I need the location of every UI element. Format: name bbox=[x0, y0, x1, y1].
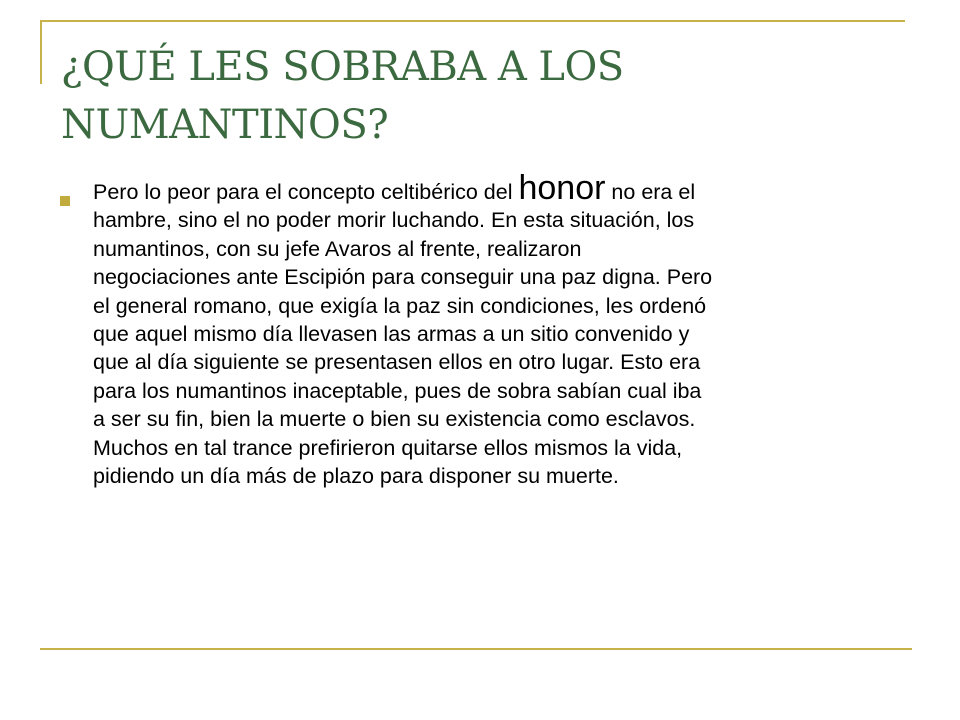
square-bullet-icon bbox=[60, 196, 70, 206]
slide-title-line-1: ¿QUÉ LES SOBRABA A LOS bbox=[61, 44, 624, 90]
slide-title bbox=[61, 38, 901, 154]
bullet-line-5: el general romano, que exigía la paz sin condiciones, les ordenó bbox=[93, 293, 707, 318]
emphasized-word: honor bbox=[518, 169, 606, 207]
bullet-line-10: Muchos en tal trance prefirieron quitarse ellos mismos la vida, bbox=[93, 435, 683, 460]
bullet-text-start: Pero lo peor para el concepto celtibérico del bbox=[93, 180, 519, 204]
bullet-item bbox=[60, 169, 920, 490]
bullet-line-6: que aquel mismo día llevasen las armas a un sitio convenido y bbox=[93, 322, 690, 347]
bullet-line-2: hambre, sino el no poder morir luchando. En esta situación, los bbox=[93, 208, 695, 233]
bullet-line-8: para los numantinos inaceptable, pues de sobra sabían cual iba bbox=[93, 378, 702, 403]
bullet-line-11: pidiendo un día más de plazo para disponer su muerte. bbox=[93, 464, 619, 489]
bullet-line-9: a ser su fin, bien la muerte o bien su existencia como esclavos. bbox=[93, 407, 696, 432]
bullet-line-1: no era el bbox=[605, 180, 696, 204]
bottom-accent-line bbox=[40, 648, 912, 650]
bullet-text bbox=[93, 169, 920, 490]
bullet-line-7: que al día siguiente se presentasen ellos en otro lugar. Esto era bbox=[93, 350, 701, 375]
bullet-line-4: negociaciones ante Escipión para conseguir una paz digna. Pero bbox=[93, 265, 713, 290]
slide-title-line-2: NUMANTINOS? bbox=[61, 102, 389, 148]
left-accent-line bbox=[40, 20, 42, 84]
bullet-list bbox=[60, 169, 920, 490]
bullet-line-3: numantinos, con su jefe Avaros al frente, realizaron bbox=[93, 236, 582, 261]
top-accent-line bbox=[40, 20, 905, 22]
